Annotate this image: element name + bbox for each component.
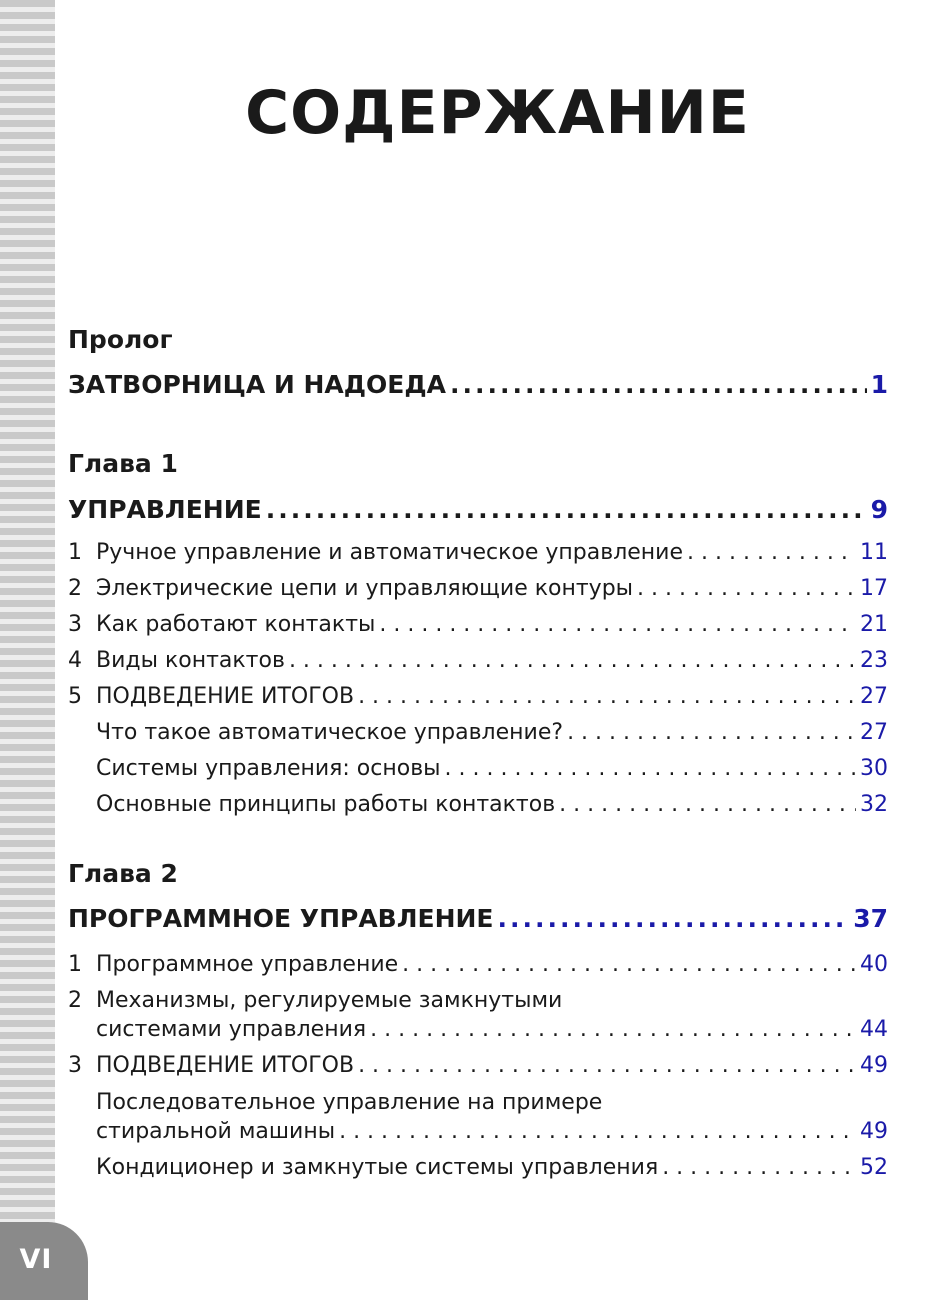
entry-title: ПОДВЕДЕНИЕ ИТОГОВ [96, 1053, 355, 1078]
leader-dots [567, 720, 856, 745]
entry-title-line1: Механизмы, регулируемые замкнутыми [96, 988, 563, 1013]
leader-dots [370, 1017, 856, 1042]
toc-entry[interactable] [68, 1017, 888, 1042]
page-ref: 9 [870, 495, 888, 524]
leader-dots [498, 904, 850, 933]
entry-title: Программное управление [96, 952, 399, 977]
entry-number: 2 [68, 988, 82, 1013]
page-ref: 21 [860, 612, 888, 637]
page-ref: 40 [860, 952, 888, 977]
leader-dots [687, 540, 856, 565]
entry-number: 2 [68, 576, 82, 601]
leader-dots [379, 612, 856, 637]
leader-dots [450, 370, 867, 399]
leader-dots [339, 1119, 856, 1144]
toc-subentry-first-line [68, 1090, 602, 1115]
toc-entry[interactable] [68, 1053, 888, 1078]
page-ref: 30 [860, 756, 888, 781]
leader-dots [445, 756, 856, 781]
toc-entry[interactable] [68, 540, 888, 565]
entry-title: Как работают контакты [96, 612, 376, 637]
section-title: УПРАВЛЕНИЕ [68, 495, 262, 524]
page-ref: 23 [860, 648, 888, 673]
subentry-title: Что такое автоматическое управление? [96, 720, 564, 745]
toc-subentry[interactable] [68, 792, 888, 817]
subentry-title: Основные принципы работы контактов [96, 792, 556, 817]
prologue-label: Пролог [68, 325, 173, 354]
toc-entry[interactable] [68, 612, 888, 637]
entry-number: 3 [68, 612, 82, 637]
subentry-title: Системы управления: основы [96, 756, 441, 781]
page-ref: 1 [870, 370, 888, 399]
page-ref: 44 [860, 1017, 888, 1042]
toc-entry[interactable] [68, 684, 888, 709]
leader-dots [358, 684, 856, 709]
leader-dots [289, 648, 856, 673]
toc-subentry[interactable] [68, 1119, 888, 1144]
chapter2-label: Глава 2 [68, 859, 178, 888]
page-ref: 17 [860, 576, 888, 601]
leader-dots [266, 495, 867, 524]
toc-subentry[interactable] [68, 756, 888, 781]
page-ref: 49 [860, 1053, 888, 1078]
toc-entry-prologue[interactable] [68, 370, 888, 399]
subentry-title: Кондиционер и замкнутые системы управления [96, 1155, 659, 1180]
entry-number: 3 [68, 1053, 82, 1078]
entry-number: 4 [68, 648, 82, 673]
leader-dots [662, 1155, 856, 1180]
toc-entry[interactable] [68, 648, 888, 673]
section-title: ЗАТВОРНИЦА И НАДОЕДА [68, 370, 446, 399]
page-ref: 27 [860, 720, 888, 745]
page-number: VI [19, 1244, 53, 1275]
toc-entry[interactable] [68, 952, 888, 977]
subentry-title-line1: Последовательное управление на примере [96, 1090, 603, 1115]
entry-title: Электрические цепи и управляющие контуры [96, 576, 634, 601]
entry-title: ПОДВЕДЕНИЕ ИТОГОВ [96, 684, 355, 709]
page-ref: 52 [860, 1155, 888, 1180]
subentry-title: стиральной машины [96, 1119, 336, 1144]
leader-dots [358, 1053, 856, 1078]
page-ref: 11 [860, 540, 888, 565]
leader-dots [637, 576, 856, 601]
entry-title: Виды контактов [96, 648, 285, 673]
page-ref: 49 [860, 1119, 888, 1144]
entry-number: 5 [68, 684, 82, 709]
toc-subentry[interactable] [68, 1155, 888, 1180]
chapter1-label: Глава 1 [68, 449, 178, 478]
toc-subentry[interactable] [68, 720, 888, 745]
leader-dots [559, 792, 856, 817]
entry-number: 1 [68, 952, 82, 977]
entry-title: Ручное управление и автоматическое управление [96, 540, 684, 565]
page-title: СОДЕРЖАНИЕ [245, 78, 750, 148]
entry-title: системами управления [96, 1017, 367, 1042]
section-title: ПРОГРАММНОЕ УПРАВЛЕНИЕ [68, 904, 494, 933]
entry-number: 1 [68, 540, 82, 565]
toc-entry-chapter1[interactable] [68, 495, 888, 524]
page-ref: 37 [853, 904, 888, 933]
toc-entry[interactable] [68, 576, 888, 601]
toc-entry-first-line [68, 988, 562, 1013]
toc-entry-chapter2[interactable] [68, 904, 888, 933]
page-ref: 27 [860, 684, 888, 709]
page-ref: 32 [860, 792, 888, 817]
leader-dots [402, 952, 856, 977]
page-edge-stripes [0, 0, 55, 1300]
